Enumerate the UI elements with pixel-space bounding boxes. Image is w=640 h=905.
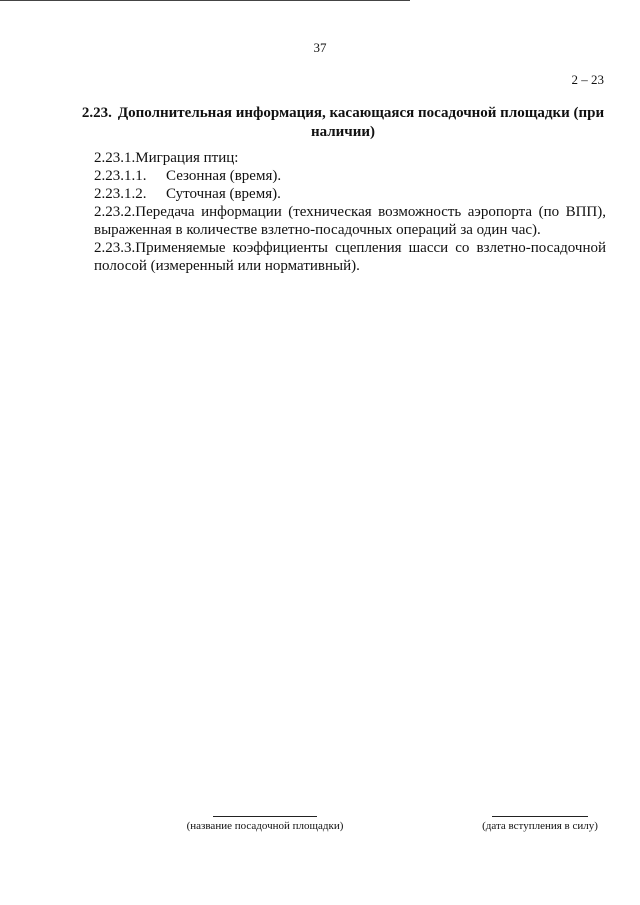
item-number: 2.23.2. — [94, 204, 136, 220]
heading-text: Дополнительная информация, касающаяся посадочной площадки (при наличии) — [117, 105, 605, 140]
top-border-line — [0, 0, 410, 1]
heading-number: 2.23. — [81, 105, 112, 121]
page-number: 37 — [313, 40, 327, 55]
item-text: Суточная (время). — [166, 186, 281, 202]
item-2-23-1-2 — [94, 185, 606, 203]
section-heading — [80, 104, 606, 142]
section-code: 2 – 23 — [571, 72, 604, 87]
item-2-23-1 — [94, 149, 606, 167]
item-2-23-1-1 — [94, 167, 606, 185]
item-2-23-2 — [94, 203, 606, 239]
signature-line — [213, 816, 317, 817]
item-text: Миграция птиц: — [135, 150, 239, 166]
item-number: 2.23.1. — [94, 150, 136, 166]
item-text: Передача информации (техническая возможность аэропорта (по ВПП), выраженная в количестве взлетно-посадочных операций за один час). — [94, 204, 606, 238]
signature-line — [492, 816, 588, 817]
item-number: 2.23.3. — [94, 240, 136, 256]
signature-field-name — [170, 816, 360, 832]
item-text: Сезонная (время). — [166, 168, 282, 184]
signature-field-date — [465, 816, 615, 832]
caption-landing-site-name: (название посадочной площадки) — [186, 820, 344, 832]
item-text: Применяемые коэффициенты сцепления шасси со взлетно-посадочной полосой (измеренный или нормативный). — [94, 240, 606, 274]
section-content — [94, 149, 606, 275]
item-2-23-3 — [94, 239, 606, 275]
caption-effective-date: (дата вступления в силу) — [482, 820, 598, 832]
item-number: 2.23.1.2. — [94, 186, 147, 202]
item-number: 2.23.1.1. — [94, 168, 147, 184]
